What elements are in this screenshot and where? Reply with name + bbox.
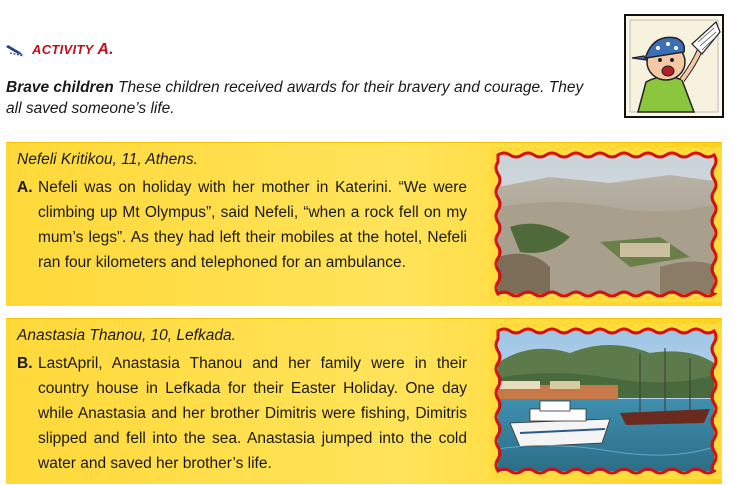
story-card-anastasia (6, 318, 722, 484)
story-card-text: Nefeli was on holiday with her mother in Katerini. “We were climbing up Mt Olympus”, said Nefeli, “when a rock fell on my mum’s legs”. As they had left their mobiles at the hotel, Nefeli ran four kilometers and telephoned for an ambulance. (38, 179, 467, 271)
athens-city-photo (490, 147, 722, 302)
activity-label-prefix: ACTIVITY (32, 42, 94, 57)
intro-paragraph (6, 77, 596, 119)
story-card-text: LastApril, Anastasia Thanou and her family were in their country house in Lefkada for their Easter Holiday. One day while Anastasia and her brother Dimitris were fishing, Dimitris slipped and fell into the sea. Anastasia jumped into the cold water and saved her brother’s life. (38, 355, 467, 472)
story-card-body (17, 351, 467, 476)
activity-heading (6, 41, 114, 59)
story-card-title: Nefeli Kritikou, 11, Athens. (17, 151, 198, 168)
cartoon-boy-newspaper-image (624, 14, 724, 118)
story-card-nefeli (6, 142, 722, 306)
story-card-letter: A. (17, 179, 33, 196)
lefkada-harbour-photo (490, 323, 722, 479)
pencil-icon (6, 43, 26, 57)
story-card-body (17, 175, 467, 275)
intro-text: These children received awards for their bravery and courage. They all saved someone’s life. (6, 79, 584, 117)
activity-label (32, 41, 114, 59)
activity-label-letter: A. (97, 41, 114, 58)
story-card-title: Anastasia Thanou, 10, Lefkada. (17, 327, 236, 344)
story-card-letter: B. (17, 355, 33, 372)
intro-bold: Brave children (6, 79, 114, 96)
